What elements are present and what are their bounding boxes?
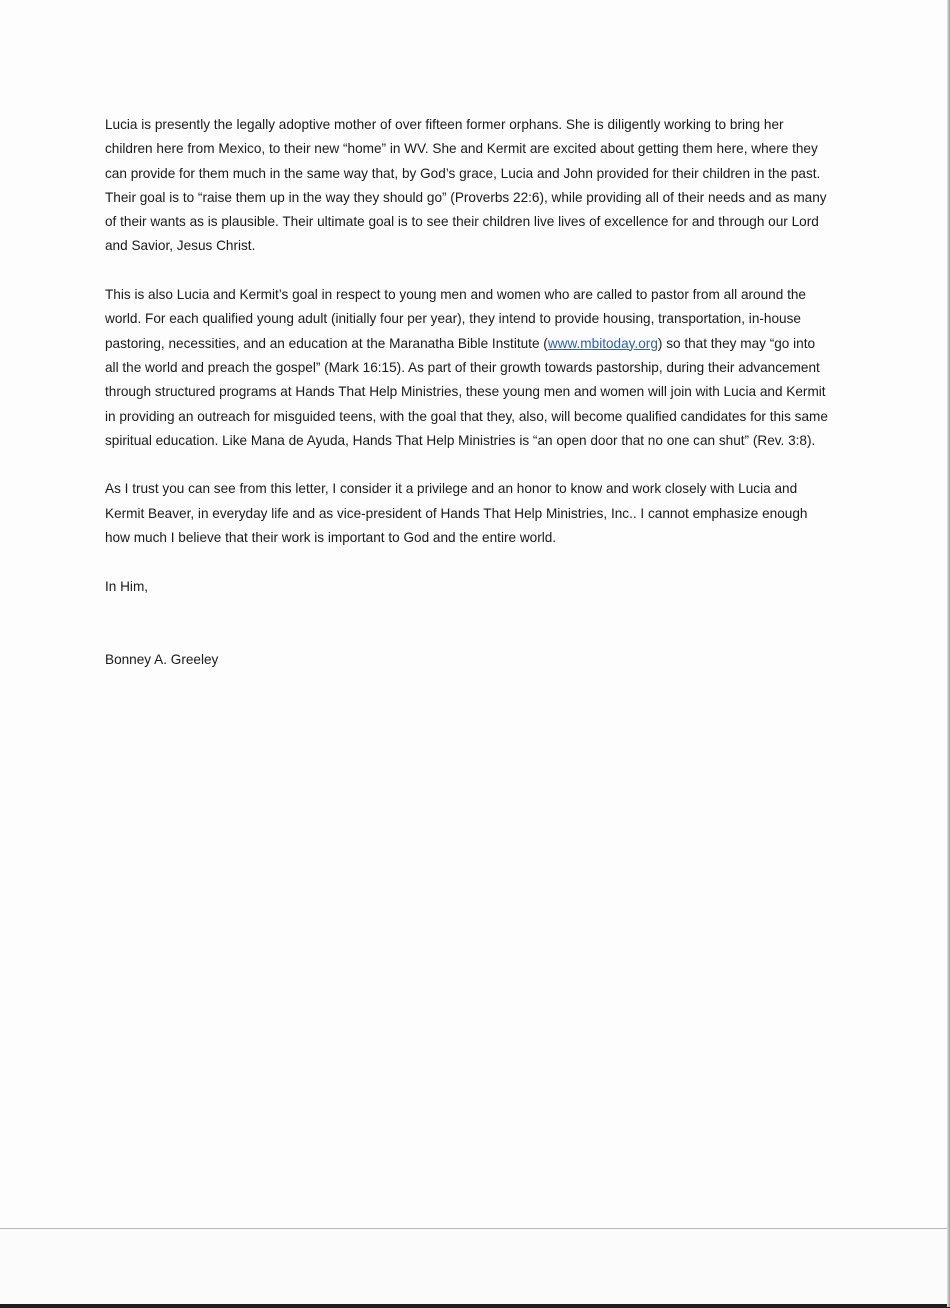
paragraph-pastors-text-start: This is also Lucia and Kermit’s goal in respect to young men and women who are called to pastor from all around the world. For each qualified young adult (initially four per year), they intend to provide housing, transportation, in-house pastoring, necessities, and an education at the Maranatha Bible Institute ( xyxy=(105,287,806,351)
paragraph-pastors xyxy=(105,283,830,453)
letter-body xyxy=(105,113,830,696)
mbitoday-link[interactable]: www.mbitoday.org xyxy=(547,335,658,351)
signature-name: Bonney A. Greeley xyxy=(105,651,219,667)
paragraph-orphans: Lucia is presently the legally adoptive mother of over fifteen former orphans. She is diligently working to bring her children here from Mexico, to their new “home” in WV. She and Kermit are excited about getting them here, where they can provide for them much in the same way that, by God’s grace, Lucia and John provided for their children in the past. Their goal is to “raise them up in the way they should go” (Proverbs 22:6), while providing all of their needs and as many of their wants as is plausible. Their ultimate goal is to see their children live lives of excellence for and through our Lord and Savior, Jesus Christ. xyxy=(105,117,827,254)
closing-salutation: In Him, xyxy=(105,578,149,594)
scan-bottom-strip xyxy=(0,1228,950,1308)
paragraph-privilege: As I trust you can see from this letter, I consider it a privilege and an honor to know and work closely with Lucia and Kermit Beaver, in everyday life and as vice-president of Hands That Help Ministries, Inc.. I cannot emphasize enough how much I believe that their work is important to God and the entire world. xyxy=(105,481,808,546)
scan-bottom-edge xyxy=(0,1304,950,1308)
paragraph-pastors-text-end: ) so that they may “go into all the world and preach the gospel” (Mark 16:15). As part of their growth towards pastorship, during their advancement through structured programs at Hands That Help Ministries, these young men and women will join with Lucia and Kermit in providing an outreach for misguided teens, with the goal that they, also, will become qualified candidates for this same spiritual education. Like Mana de Ayuda, Hands That Help Ministries is “an open door that no one can shut” (Rev. 3:8). xyxy=(105,335,828,448)
